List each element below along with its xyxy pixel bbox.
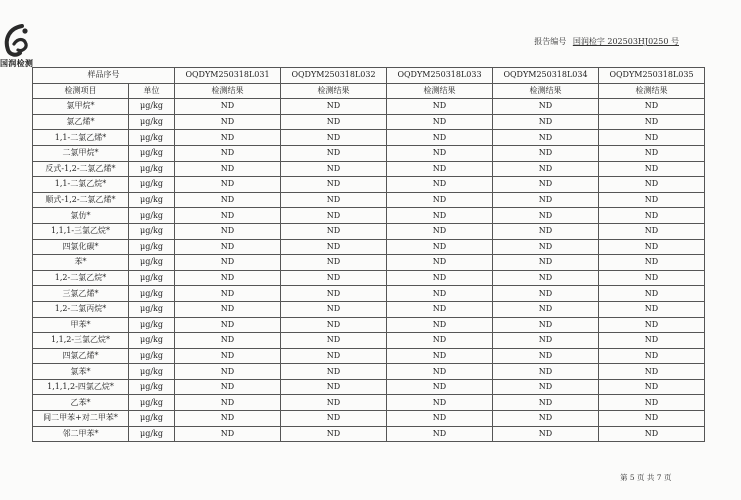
result-cell: ND	[493, 286, 599, 302]
result-cell: ND	[493, 379, 599, 395]
unit-cell: μg/kg	[129, 348, 175, 364]
unit-cell: μg/kg	[129, 130, 175, 146]
item-cell: 二氯甲烷*	[33, 145, 129, 161]
result-cell: ND	[387, 114, 493, 130]
item-cell: 四氯化碳*	[33, 239, 129, 255]
result-header-cell: 检测结果	[387, 83, 493, 99]
item-cell: 三氯乙烯*	[33, 286, 129, 302]
result-cell: ND	[599, 333, 705, 349]
table-row	[33, 223, 705, 239]
unit-cell: μg/kg	[129, 239, 175, 255]
result-cell: ND	[493, 208, 599, 224]
table-row	[33, 395, 705, 411]
unit-cell: μg/kg	[129, 333, 175, 349]
result-cell: ND	[281, 145, 387, 161]
result-cell: ND	[387, 208, 493, 224]
item-cell: 氯甲烷*	[33, 99, 129, 115]
result-cell: ND	[281, 114, 387, 130]
unit-cell: μg/kg	[129, 208, 175, 224]
unit-cell: μg/kg	[129, 364, 175, 380]
result-cell: ND	[175, 333, 281, 349]
item-cell: 邻二甲苯*	[33, 426, 129, 442]
result-cell: ND	[281, 255, 387, 271]
item-cell: 1,1,1,2-四氯乙烷*	[33, 379, 129, 395]
result-cell: ND	[281, 270, 387, 286]
report-number-value: 国润检字 202503HJ0250 号	[572, 37, 679, 46]
result-cell: ND	[175, 348, 281, 364]
result-cell: ND	[175, 114, 281, 130]
result-cell: ND	[599, 192, 705, 208]
result-cell: ND	[175, 411, 281, 427]
unit-cell: μg/kg	[129, 177, 175, 193]
result-cell: ND	[387, 239, 493, 255]
item-cell: 1,2-二氯丙烷*	[33, 301, 129, 317]
unit-cell: μg/kg	[129, 286, 175, 302]
table-row	[33, 239, 705, 255]
result-cell: ND	[281, 208, 387, 224]
result-cell: ND	[599, 130, 705, 146]
result-cell: ND	[493, 192, 599, 208]
table-row	[33, 286, 705, 302]
result-cell: ND	[599, 317, 705, 333]
table-row	[33, 255, 705, 271]
table-row	[33, 379, 705, 395]
table-row	[33, 145, 705, 161]
result-cell: ND	[281, 364, 387, 380]
table-row	[33, 177, 705, 193]
result-header-cell: 检测结果	[281, 83, 387, 99]
result-cell: ND	[281, 395, 387, 411]
result-cell: ND	[387, 333, 493, 349]
unit-header-cell: 单位	[129, 83, 175, 99]
item-cell: 甲苯*	[33, 317, 129, 333]
result-cell: ND	[281, 286, 387, 302]
result-cell: ND	[281, 192, 387, 208]
result-cell: ND	[175, 426, 281, 442]
sample-id-cell: OQDYM250318L032	[281, 68, 387, 84]
result-cell: ND	[175, 177, 281, 193]
result-cell: ND	[175, 255, 281, 271]
unit-cell: μg/kg	[129, 301, 175, 317]
report-number-label: 报告编号	[534, 37, 567, 46]
result-cell: ND	[599, 270, 705, 286]
table-row	[33, 208, 705, 224]
result-cell: ND	[281, 239, 387, 255]
column-header-row	[33, 83, 705, 99]
result-cell: ND	[387, 99, 493, 115]
sample-id-cell: OQDYM250318L034	[493, 68, 599, 84]
result-cell: ND	[175, 99, 281, 115]
result-cell: ND	[599, 161, 705, 177]
table-row	[33, 301, 705, 317]
result-cell: ND	[493, 145, 599, 161]
result-cell: ND	[387, 348, 493, 364]
result-cell: ND	[493, 177, 599, 193]
result-cell: ND	[387, 364, 493, 380]
result-cell: ND	[281, 177, 387, 193]
item-cell: 氯乙烯*	[33, 114, 129, 130]
result-cell: ND	[599, 177, 705, 193]
result-cell: ND	[493, 223, 599, 239]
result-header-cell: 检测结果	[493, 83, 599, 99]
item-cell: 顺式-1,2-二氯乙烯*	[33, 192, 129, 208]
result-cell: ND	[599, 208, 705, 224]
unit-cell: μg/kg	[129, 395, 175, 411]
table-row	[33, 426, 705, 442]
result-cell: ND	[281, 130, 387, 146]
sample-header-cell: 样品序号	[33, 68, 175, 84]
item-cell: 反式-1,2-二氯乙烯*	[33, 161, 129, 177]
unit-cell: μg/kg	[129, 223, 175, 239]
result-cell: ND	[175, 223, 281, 239]
item-cell: 1,1,2-三氯乙烷*	[33, 333, 129, 349]
result-cell: ND	[599, 411, 705, 427]
report-number	[534, 36, 679, 47]
unit-cell: μg/kg	[129, 317, 175, 333]
result-cell: ND	[493, 255, 599, 271]
result-cell: ND	[493, 395, 599, 411]
item-cell: 1,1-二氯乙烷*	[33, 177, 129, 193]
sample-header-row	[33, 68, 705, 84]
logo-icon	[0, 22, 34, 58]
result-cell: ND	[281, 426, 387, 442]
result-cell: ND	[493, 114, 599, 130]
result-cell: ND	[387, 286, 493, 302]
result-cell: ND	[599, 223, 705, 239]
item-cell: 1,2-二氯乙烷*	[33, 270, 129, 286]
result-cell: ND	[599, 255, 705, 271]
result-cell: ND	[387, 223, 493, 239]
result-cell: ND	[599, 426, 705, 442]
result-cell: ND	[599, 379, 705, 395]
result-cell: ND	[387, 301, 493, 317]
result-cell: ND	[175, 317, 281, 333]
result-cell: ND	[387, 145, 493, 161]
result-cell: ND	[387, 130, 493, 146]
result-cell: ND	[175, 395, 281, 411]
result-cell: ND	[281, 379, 387, 395]
table-row	[33, 317, 705, 333]
item-cell: 氯苯*	[33, 364, 129, 380]
result-cell: ND	[387, 192, 493, 208]
item-header-cell: 检测项目	[33, 83, 129, 99]
sample-id-cell: OQDYM250318L035	[599, 68, 705, 84]
item-cell: 氯仿*	[33, 208, 129, 224]
result-cell: ND	[175, 364, 281, 380]
item-cell: 四氯乙烯*	[33, 348, 129, 364]
table-row	[33, 99, 705, 115]
item-cell: 1,1-二氯乙烯*	[33, 130, 129, 146]
sample-id-cell: OQDYM250318L031	[175, 68, 281, 84]
unit-cell: μg/kg	[129, 145, 175, 161]
result-header-cell: 检测结果	[175, 83, 281, 99]
result-cell: ND	[493, 301, 599, 317]
result-cell: ND	[175, 192, 281, 208]
result-cell: ND	[387, 395, 493, 411]
result-cell: ND	[175, 130, 281, 146]
unit-cell: μg/kg	[129, 379, 175, 395]
unit-cell: μg/kg	[129, 411, 175, 427]
result-cell: ND	[387, 411, 493, 427]
result-cell: ND	[175, 379, 281, 395]
result-cell: ND	[175, 161, 281, 177]
table-row	[33, 348, 705, 364]
result-cell: ND	[493, 270, 599, 286]
result-cell: ND	[493, 239, 599, 255]
result-cell: ND	[175, 286, 281, 302]
result-cell: ND	[281, 348, 387, 364]
result-cell: ND	[281, 301, 387, 317]
logo-text: 国润检测	[0, 59, 34, 68]
result-cell: ND	[387, 426, 493, 442]
result-cell: ND	[493, 411, 599, 427]
sample-id-cell: OQDYM250318L033	[387, 68, 493, 84]
result-cell: ND	[387, 270, 493, 286]
result-cell: ND	[599, 364, 705, 380]
item-cell: 1,1,1-三氯乙烷*	[33, 223, 129, 239]
result-header-cell: 检测结果	[599, 83, 705, 99]
result-cell: ND	[599, 145, 705, 161]
result-cell: ND	[281, 317, 387, 333]
result-cell: ND	[175, 270, 281, 286]
unit-cell: μg/kg	[129, 114, 175, 130]
result-cell: ND	[281, 333, 387, 349]
result-cell: ND	[281, 411, 387, 427]
result-cell: ND	[493, 333, 599, 349]
result-cell: ND	[599, 348, 705, 364]
result-cell: ND	[175, 239, 281, 255]
result-cell: ND	[387, 317, 493, 333]
result-cell: ND	[493, 348, 599, 364]
item-cell: 间二甲苯+对二甲苯*	[33, 411, 129, 427]
result-cell: ND	[493, 317, 599, 333]
table-row	[33, 364, 705, 380]
table-row	[33, 130, 705, 146]
unit-cell: μg/kg	[129, 192, 175, 208]
page-number: 第 5 页 共 7 页	[620, 473, 672, 482]
result-cell: ND	[599, 301, 705, 317]
table-row	[33, 192, 705, 208]
table-row	[33, 270, 705, 286]
unit-cell: μg/kg	[129, 161, 175, 177]
result-cell: ND	[599, 99, 705, 115]
result-cell: ND	[281, 161, 387, 177]
unit-cell: μg/kg	[129, 270, 175, 286]
result-cell: ND	[493, 364, 599, 380]
result-cell: ND	[387, 161, 493, 177]
unit-cell: μg/kg	[129, 255, 175, 271]
result-cell: ND	[599, 395, 705, 411]
unit-cell: μg/kg	[129, 99, 175, 115]
result-cell: ND	[281, 99, 387, 115]
result-cell: ND	[599, 114, 705, 130]
result-cell: ND	[599, 286, 705, 302]
table-row	[33, 161, 705, 177]
result-cell: ND	[493, 426, 599, 442]
result-cell: ND	[175, 208, 281, 224]
unit-cell: μg/kg	[129, 426, 175, 442]
item-cell: 乙苯*	[33, 395, 129, 411]
result-cell: ND	[493, 161, 599, 177]
table-row	[33, 114, 705, 130]
result-cell: ND	[493, 99, 599, 115]
result-cell: ND	[175, 301, 281, 317]
table-row	[33, 411, 705, 427]
item-cell: 苯*	[33, 255, 129, 271]
result-cell: ND	[387, 177, 493, 193]
result-cell: ND	[387, 379, 493, 395]
result-cell: ND	[599, 239, 705, 255]
table-row	[33, 333, 705, 349]
result-cell: ND	[387, 255, 493, 271]
result-cell: ND	[281, 223, 387, 239]
results-table	[32, 67, 705, 442]
result-cell: ND	[175, 145, 281, 161]
result-cell: ND	[493, 130, 599, 146]
